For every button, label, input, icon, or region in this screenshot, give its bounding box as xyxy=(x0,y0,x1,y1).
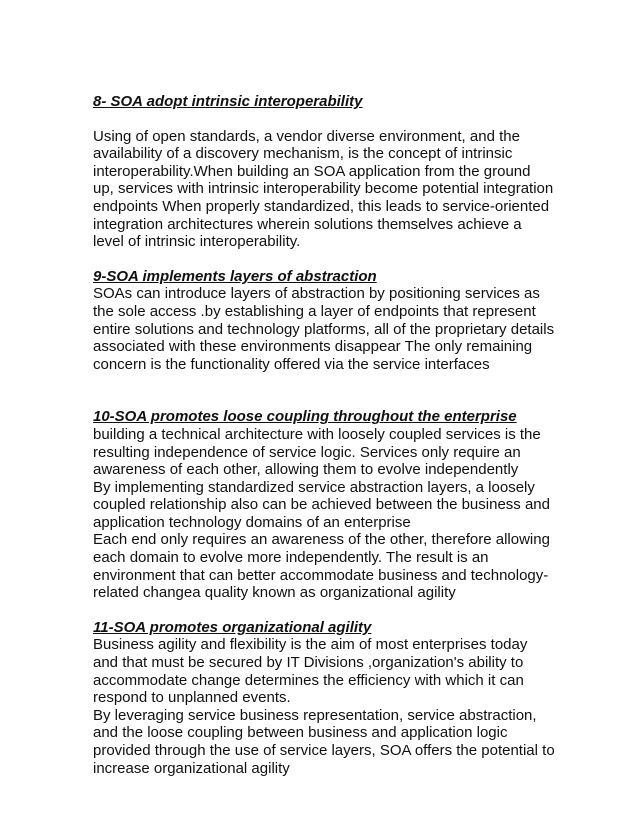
section-8-heading: 8- SOA adopt intrinsic interoperability xyxy=(93,93,363,110)
section-9 xyxy=(93,268,563,374)
section-10-paragraph-3: Each end only requires an awareness of the other, therefore allowing each domain to evolve more independently. The result is an environment that can better accommodate business and technology- related changea quality known as organizational agility xyxy=(93,531,550,602)
section-10-heading: 10-SOA promotes loose coupling throughout the enterprise xyxy=(93,408,517,426)
spacer xyxy=(93,251,563,268)
section-11 xyxy=(93,619,563,777)
section-11-heading: 11-SOA promotes organizational agility xyxy=(93,618,372,636)
spacer xyxy=(93,111,563,128)
section-10-paragraph-2: By implementing standardized service abstraction layers, a loosely coupled relationship also can be achieved between the business and application technology domains of an enterprise xyxy=(93,478,550,531)
section-11-paragraph-1: Business agility and flexibility is the aim of most enterprises today and that must be secured by IT Divisions ,organization's ability to accommodate change determines the efficiency with which it can respond to unplanned events. xyxy=(93,636,528,707)
section-8-paragraph-1: Using of open standards, a vendor diverse environment, and the availability of a discovery mechanism, is the concept of intrinsic interoperability.When building an SOA application from the ground up, services with intrinsic interoperability become potential integration endpoints When properly standardized, this leads to service-oriented integration architectures wherein solutions themselves achieve a level of intrinsic interoperability. xyxy=(93,127,554,251)
section-9-paragraph-1: SOAs can introduce layers of abstraction by positioning services as the sole access .by establishing a layer of endpoints that represent entire solutions and technology platforms, all of the proprietary details associated with these environments disappear The only remaining concern is the functionality offered via the service interfaces xyxy=(93,285,555,373)
document-page xyxy=(93,93,563,777)
section-10-paragraph-1: building a technical architecture with loosely coupled services is the resulting independence of service logic. Services only require an awareness of each other, allowing them to evolve independently xyxy=(93,425,541,479)
spacer xyxy=(93,602,563,619)
section-9-heading: 9-SOA implements layers of abstraction xyxy=(93,267,377,285)
section-8 xyxy=(93,93,563,251)
section-10 xyxy=(93,408,563,602)
spacer xyxy=(93,373,563,408)
section-11-paragraph-2: By leveraging service business representation, service abstraction, and the loose coupling between business and application logic provided through the use of service layers, SOA offers the potential to increase organizational agility xyxy=(93,706,555,777)
